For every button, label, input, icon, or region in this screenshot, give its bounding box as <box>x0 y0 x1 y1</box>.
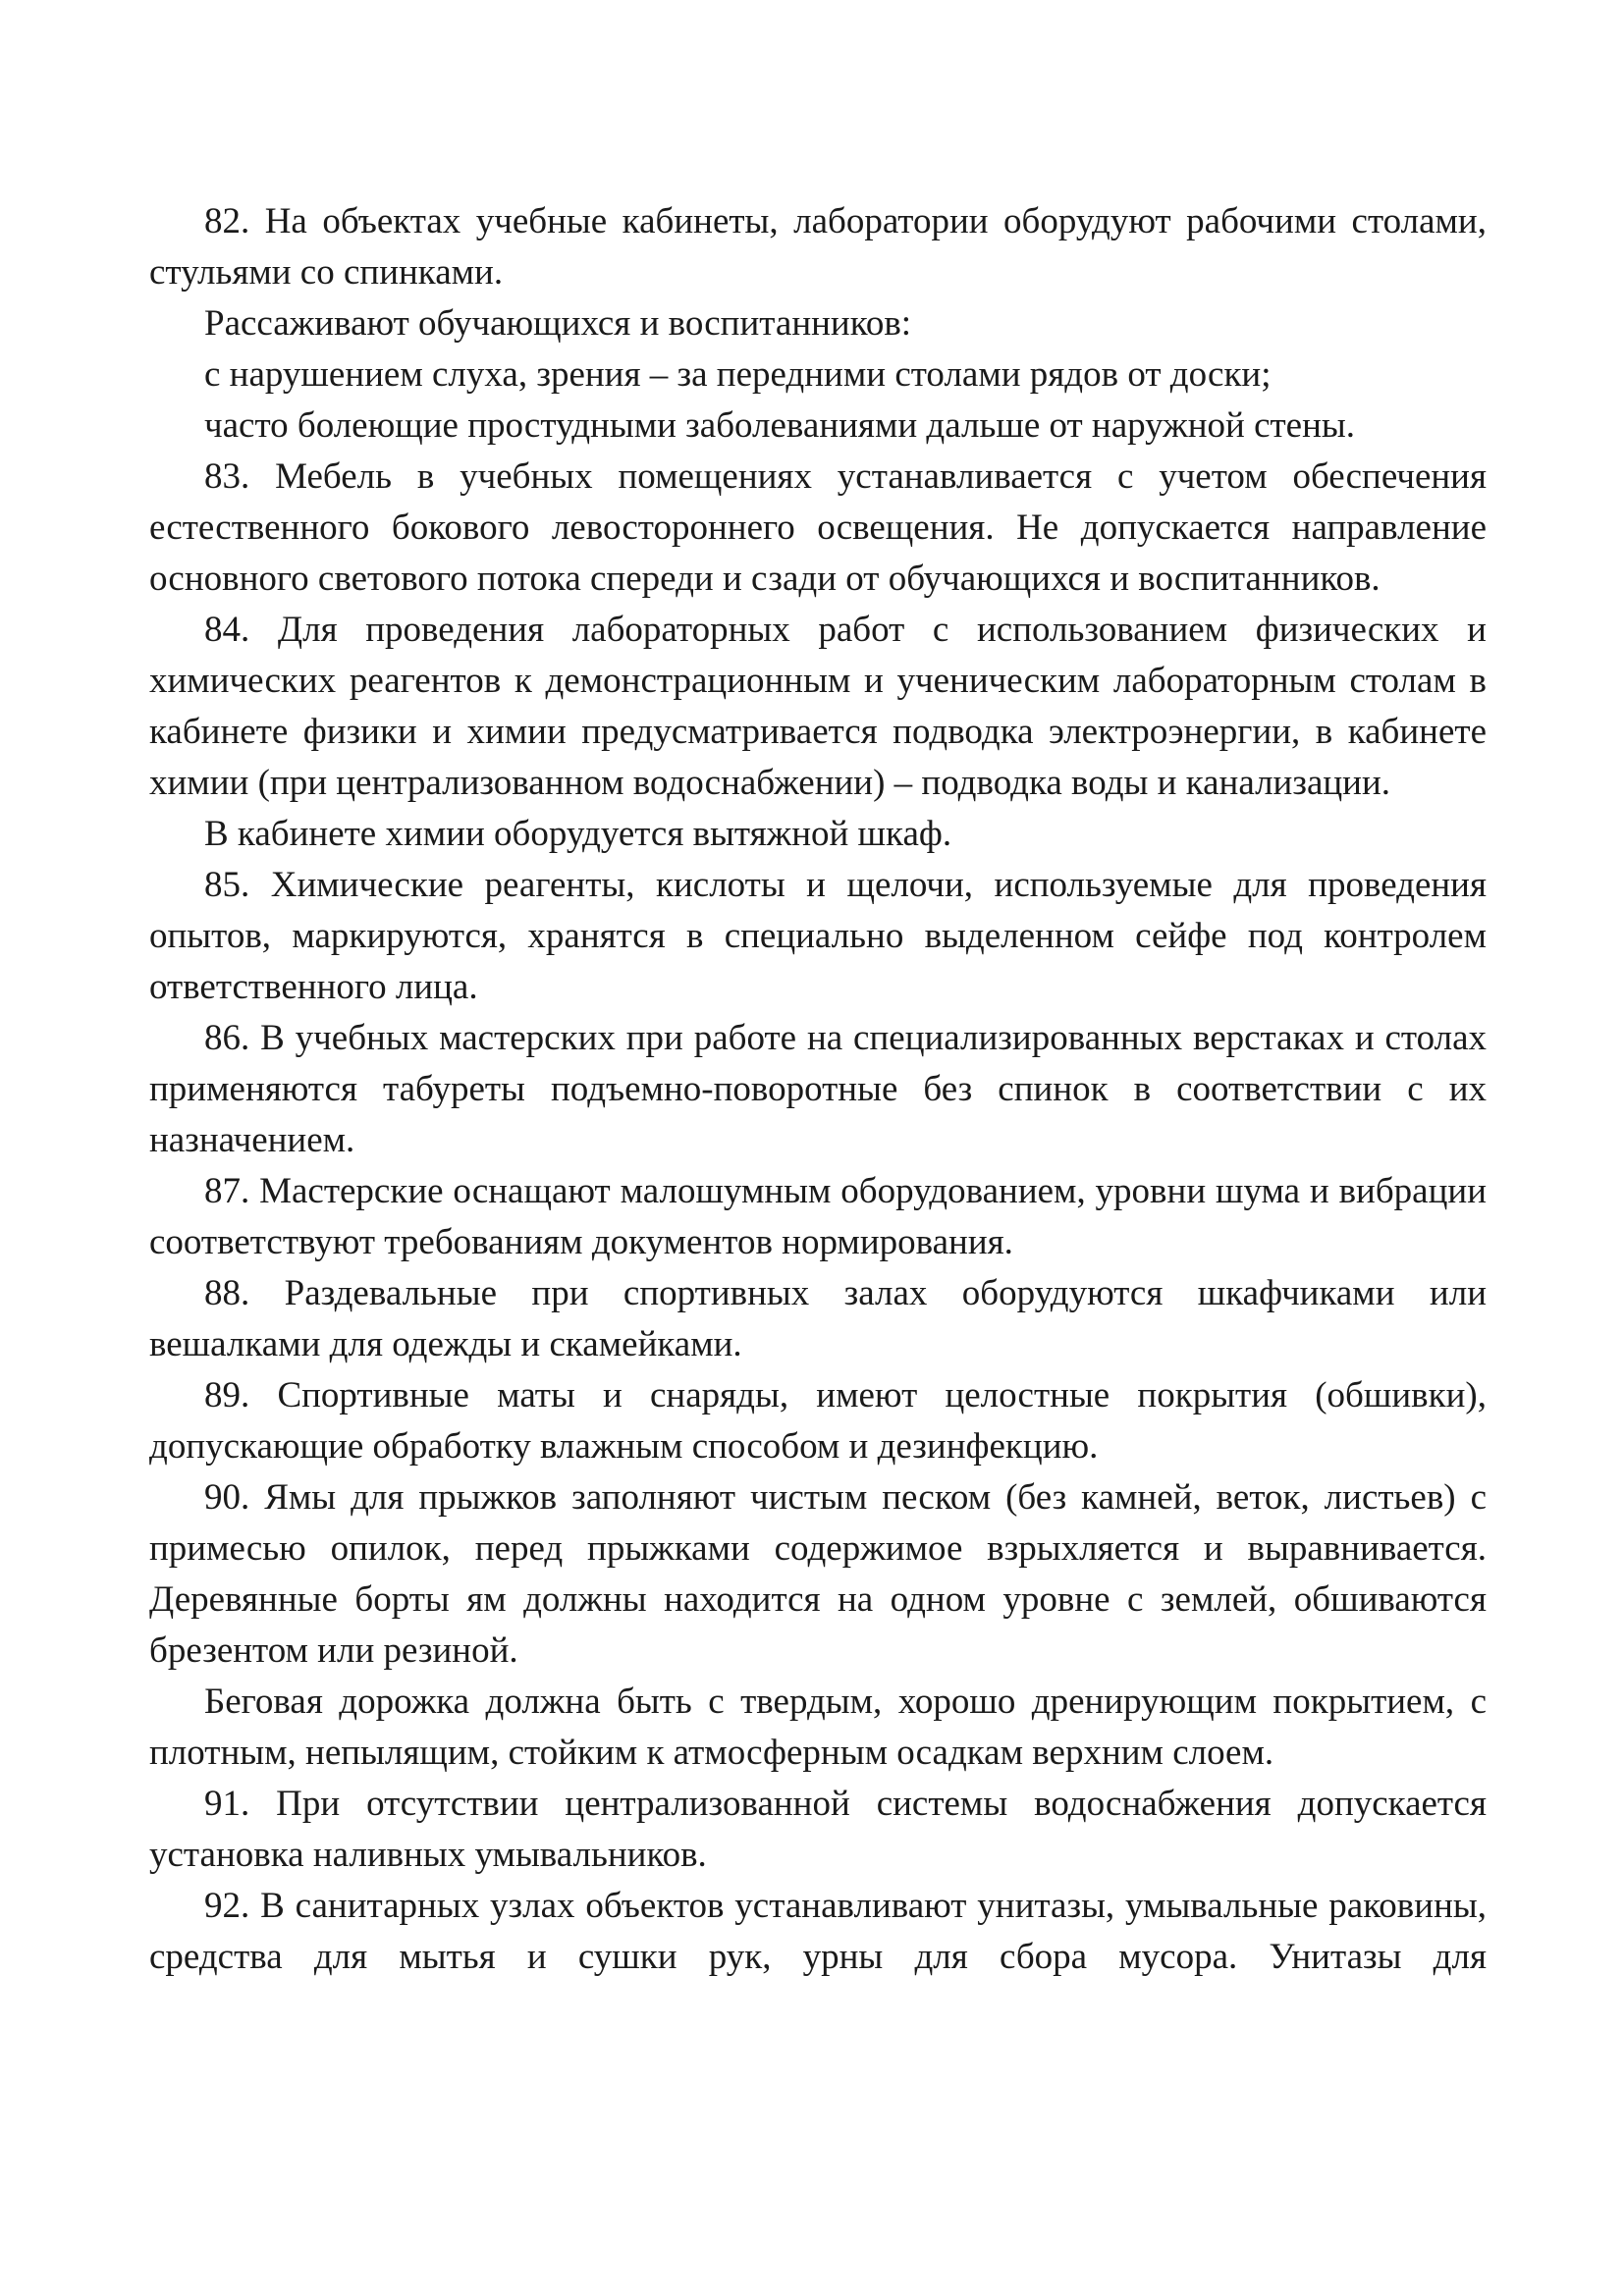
paragraph-92: 92. В санитарных узлах объектов устанавливают унитазы, умывальные раковины, средства для мытья и сушки рук, урны для сбора мусора. Унитазы для <box>149 1886 1487 1977</box>
paragraph-88: 88. Раздевальные при спортивных залах оборудуются шкафчиками или вешалками для одежды и скамейками. <box>149 1273 1487 1364</box>
paragraph-86: 86. В учебных мастерских при работе на специализированных верстаках и столах применяются табуреты подъемно-поворотные без спинок в соответствии с их назначением. <box>149 1018 1487 1160</box>
paragraph-84: 84. Для проведения лабораторных работ с использованием физических и химических реагентов к демонстрационным и ученическим лабораторным столам в кабинете физики и химии предусматривается подводка электроэнергии, в кабинете химии (при централизованном водоснабжении) – подводка воды и канализации. <box>149 610 1487 803</box>
paragraph-82-hearing: с нарушением слуха, зрения – за передними столами рядов от доски; <box>204 354 1272 395</box>
paragraph-90: 90. Ямы для прыжков заполняют чистым песком (без камней, веток, листьев) с примесью опилок, перед прыжками содержимое взрыхляется и выравнивается. Деревянные борты ям должны находится на одном уровне с землей, обшиваются брезентом или резиной. <box>149 1477 1487 1671</box>
document-page <box>149 196 1487 1983</box>
paragraph-91: 91. При отсутствии централизованной системы водоснабжения допускается установка наливных умывальников. <box>149 1784 1487 1875</box>
paragraph-90-track: Беговая дорожка должна быть с твердым, хорошо дренирующим покрытием, с плотным, непылящим, стойким к атмосферным осадкам верхним слоем. <box>149 1682 1487 1773</box>
paragraph-82: 82. На объектах учебные кабинеты, лаборатории оборудуют рабочими столами, стульями со спинками. <box>149 201 1487 293</box>
paragraph-82-illness: часто болеющие простудными заболеваниями дальше от наружной стены. <box>204 405 1356 446</box>
paragraph-82-seating: Рассаживают обучающихся и воспитанников: <box>204 303 912 344</box>
paragraph-85: 85. Химические реагенты, кислоты и щелочи, используемые для проведения опытов, маркируются, хранятся в специально выделенном сейфе под контролем ответственного лица. <box>149 865 1487 1007</box>
paragraph-87: 87. Мастерские оснащают малошумным оборудованием, уровни шума и вибрации соответствуют требованиям документов нормирования. <box>149 1171 1487 1262</box>
paragraph-84-fume-hood: В кабинете химии оборудуется вытяжной шкаф. <box>204 814 952 854</box>
paragraph-83: 83. Мебель в учебных помещениях устанавливается с учетом обеспечения естественного бокового левостороннего освещения. Не допускается направление основного светового потока спереди и сзади от обучающихся и воспитанников. <box>149 456 1487 599</box>
paragraph-89: 89. Спортивные маты и снаряды, имеют целостные покрытия (обшивки), допускающие обработку влажным способом и дезинфекцию. <box>149 1375 1487 1467</box>
